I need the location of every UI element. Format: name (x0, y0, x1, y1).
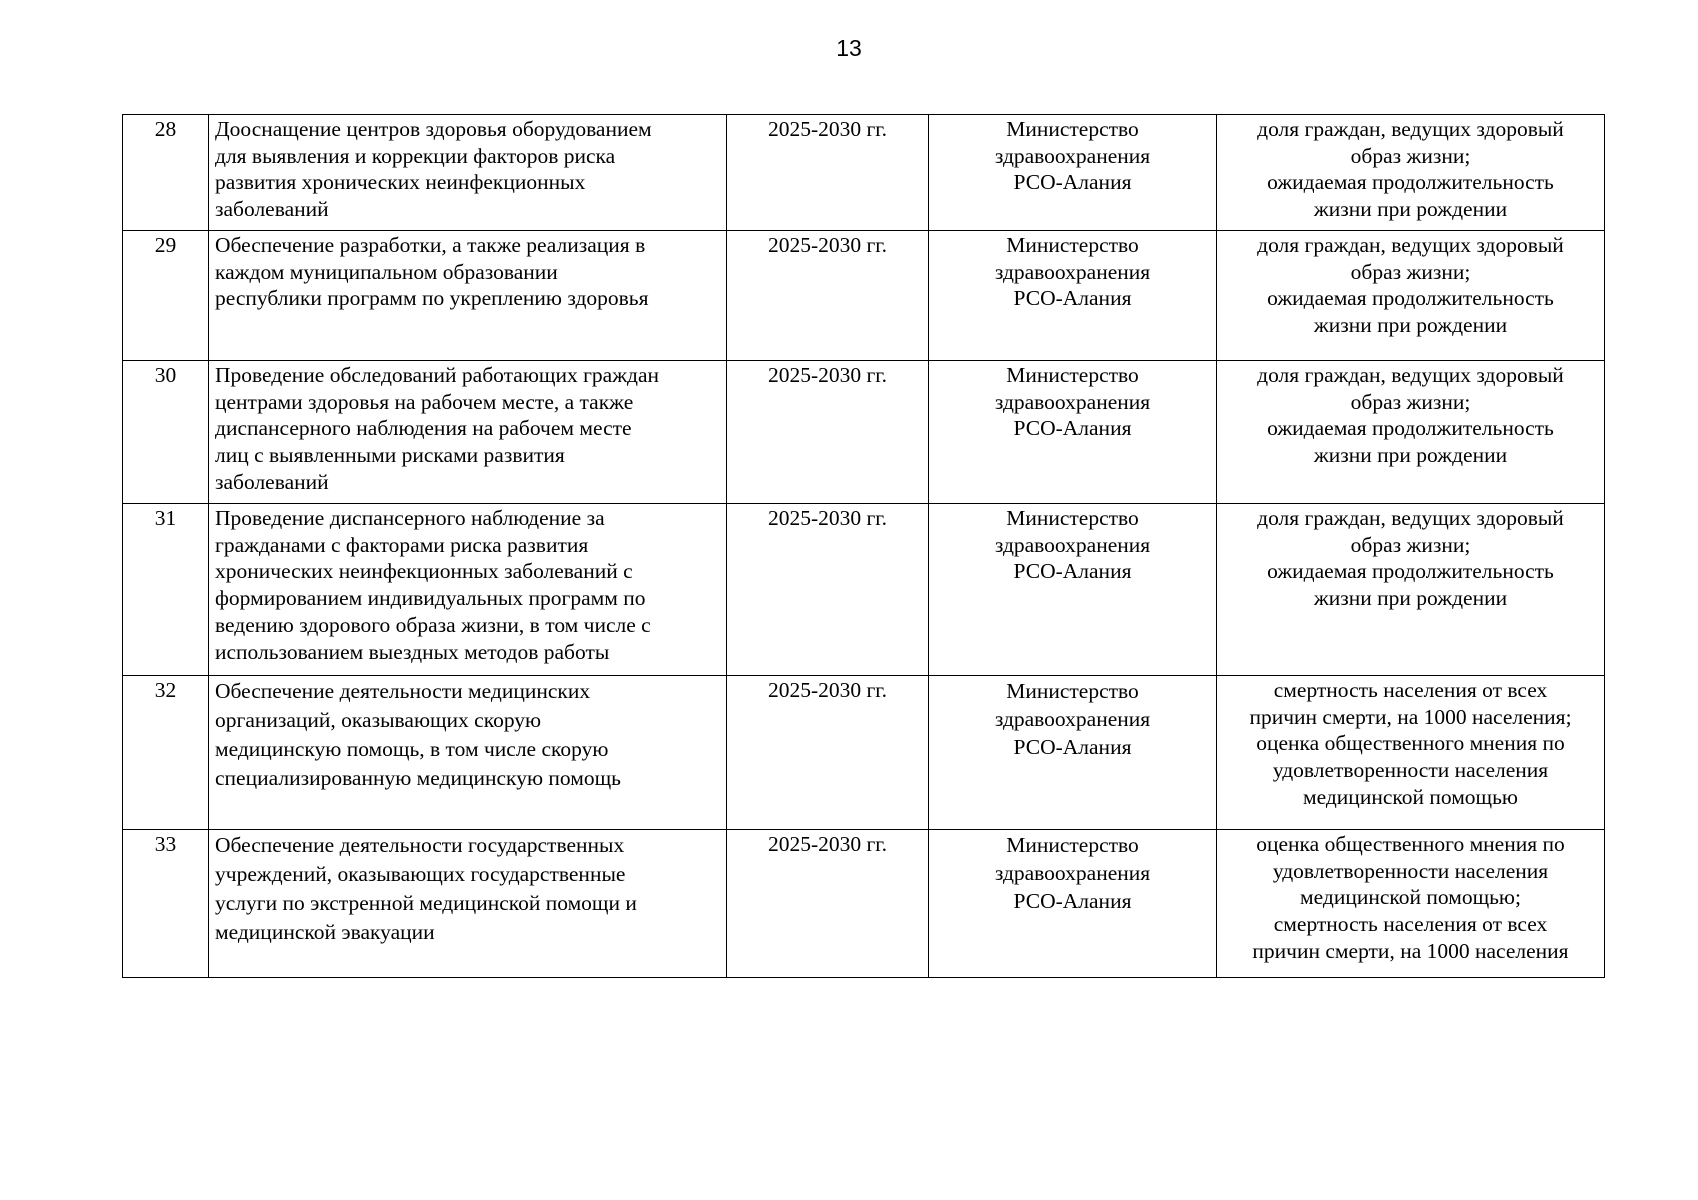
indicator-line: доля граждан, ведущих здоровый (1257, 233, 1564, 257)
indicator-line: образ жизни; (1350, 143, 1471, 168)
indicator-line: оценка общественного мнения по (1256, 731, 1565, 756)
indicators-cell (1217, 504, 1605, 676)
indicator-line: удовлетворенности населения (1272, 758, 1549, 783)
period-cell: 2025-2030 гг. (727, 231, 929, 361)
period-cell: 2025-2030 гг. (727, 361, 929, 504)
indicator-line: смертность населения от всех (1273, 912, 1548, 937)
executor-cell (929, 115, 1217, 231)
row-number: 28 (123, 115, 209, 231)
action-cell (209, 231, 727, 361)
indicators-cell (1217, 231, 1605, 361)
action-line: Обеспечение разработки, а также реализация в (215, 233, 646, 257)
executor-line: Министерство (1006, 506, 1139, 530)
indicator-line: причин смерти, на 1000 населения (1252, 938, 1569, 963)
executor-cell (929, 830, 1217, 978)
executor-line: Министерство (1006, 833, 1139, 857)
executor-line: Министерство (1006, 117, 1139, 141)
table-row (123, 830, 1605, 978)
indicator-line: удовлетворенности населения (1272, 858, 1549, 883)
executor-cell (929, 504, 1217, 676)
table-row (123, 115, 1605, 231)
action-line: заболеваний (215, 469, 329, 494)
executor-line: РСО-Алания (1013, 286, 1132, 311)
executor-line: РСО-Алания (1013, 170, 1132, 195)
executor-line: здравоохранения (994, 389, 1151, 414)
table-row (123, 361, 1605, 504)
indicator-line: жизни при рождении (1313, 313, 1508, 338)
action-line: услуги по экстренной медицинской помощи и (215, 891, 637, 915)
action-line: гражданами с факторами риска развития (215, 532, 589, 557)
indicator-line: причин смерти, на 1000 населения; (1249, 704, 1572, 729)
executor-line: здравоохранения (994, 707, 1151, 731)
executor-line: здравоохранения (994, 532, 1151, 557)
row-number: 33 (123, 830, 209, 978)
indicator-line: доля граждан, ведущих здоровый (1257, 363, 1564, 387)
indicator-line: образ жизни; (1350, 389, 1471, 414)
action-line: Проведение диспансерного наблюдение за (215, 506, 605, 530)
indicators-cell (1217, 676, 1605, 830)
action-cell (209, 115, 727, 231)
executor-line: РСО-Алания (1013, 889, 1132, 913)
action-line: использованием выездных методов работы (215, 639, 610, 664)
action-line: заболеваний (215, 197, 329, 222)
indicator-line: образ жизни; (1350, 532, 1471, 557)
indicators-cell (1217, 115, 1605, 231)
action-line: организаций, оказывающих скорую (215, 708, 542, 732)
action-cell (209, 830, 727, 978)
period-cell: 2025-2030 гг. (727, 676, 929, 830)
row-number: 32 (123, 676, 209, 830)
indicator-line: ожидаемая продолжительность (1267, 416, 1554, 441)
indicator-line: оценка общественного мнения по (1256, 832, 1565, 856)
indicator-line: медицинской помощью (1303, 784, 1518, 809)
action-line: учреждений, оказывающих государственные (215, 862, 626, 886)
action-line: ведению здорового образа жизни, в том числе с (215, 612, 651, 637)
action-cell (209, 361, 727, 504)
indicator-line: медицинской помощью; (1300, 885, 1521, 910)
action-line: формированием индивидуальных программ по (215, 586, 646, 611)
action-line: Дооснащение центров здоровья оборудованием (215, 117, 652, 141)
indicator-line: ожидаемая продолжительность (1267, 170, 1554, 195)
executor-line: Министерство (1006, 233, 1139, 257)
row-number: 31 (123, 504, 209, 676)
action-line: центрами здоровья на рабочем месте, а также (215, 389, 634, 414)
indicator-line: жизни при рождении (1313, 443, 1508, 468)
row-number: 29 (123, 231, 209, 361)
executor-line: здравоохранения (994, 259, 1151, 284)
action-line: специализированную медицинскую помощь (215, 766, 621, 790)
executor-line: РСО-Алания (1013, 735, 1132, 759)
action-cell (209, 504, 727, 676)
executor-cell (929, 231, 1217, 361)
executor-line: РСО-Алания (1013, 416, 1132, 441)
action-line: лиц с выявленными рисками развития (215, 443, 565, 468)
indicator-line: ожидаемая продолжительность (1267, 559, 1554, 584)
measures-table (122, 114, 1605, 978)
indicator-line: жизни при рождении (1313, 586, 1508, 611)
indicator-line: доля граждан, ведущих здоровый (1257, 117, 1564, 141)
page-number: 13 (836, 35, 862, 61)
action-line: Обеспечение деятельности медицинских (215, 679, 591, 703)
indicator-line: жизни при рождении (1313, 197, 1508, 222)
table-row (123, 504, 1605, 676)
action-line: хронических неинфекционных заболеваний с (215, 559, 633, 584)
action-line: Проведение обследований работающих граждан (215, 363, 660, 387)
action-line: Обеспечение деятельности государственных (215, 833, 625, 857)
executor-line: Министерство (1006, 363, 1139, 387)
executor-line: Министерство (1006, 679, 1139, 703)
executor-line: здравоохранения (994, 861, 1151, 885)
indicators-cell (1217, 830, 1605, 978)
period-cell: 2025-2030 гг. (727, 504, 929, 676)
period-cell: 2025-2030 гг. (727, 115, 929, 231)
executor-line: РСО-Алания (1013, 559, 1132, 584)
executor-line: здравоохранения (994, 143, 1151, 168)
indicator-line: ожидаемая продолжительность (1267, 286, 1554, 311)
table-row (123, 676, 1605, 830)
action-line: развития хронических неинфекционных (215, 170, 586, 195)
action-line: медицинской эвакуации (215, 920, 435, 944)
row-number: 30 (123, 361, 209, 504)
action-line: медицинскую помощь, в том числе скорую (215, 737, 609, 761)
action-cell (209, 676, 727, 830)
indicator-line: образ жизни; (1350, 259, 1471, 284)
indicator-line: доля граждан, ведущих здоровый (1257, 506, 1564, 530)
executor-cell (929, 676, 1217, 830)
executor-cell (929, 361, 1217, 504)
table-row (123, 231, 1605, 361)
indicator-line: смертность населения от всех (1273, 678, 1548, 702)
action-line: каждом муниципальном образовании (215, 259, 558, 284)
action-line: республики программ по укреплению здоровья (215, 286, 649, 311)
indicators-cell (1217, 361, 1605, 504)
period-cell: 2025-2030 гг. (727, 830, 929, 978)
action-line: диспансерного наблюдения на рабочем месте (215, 416, 632, 441)
action-line: для выявления и коррекции факторов риска (215, 143, 616, 168)
